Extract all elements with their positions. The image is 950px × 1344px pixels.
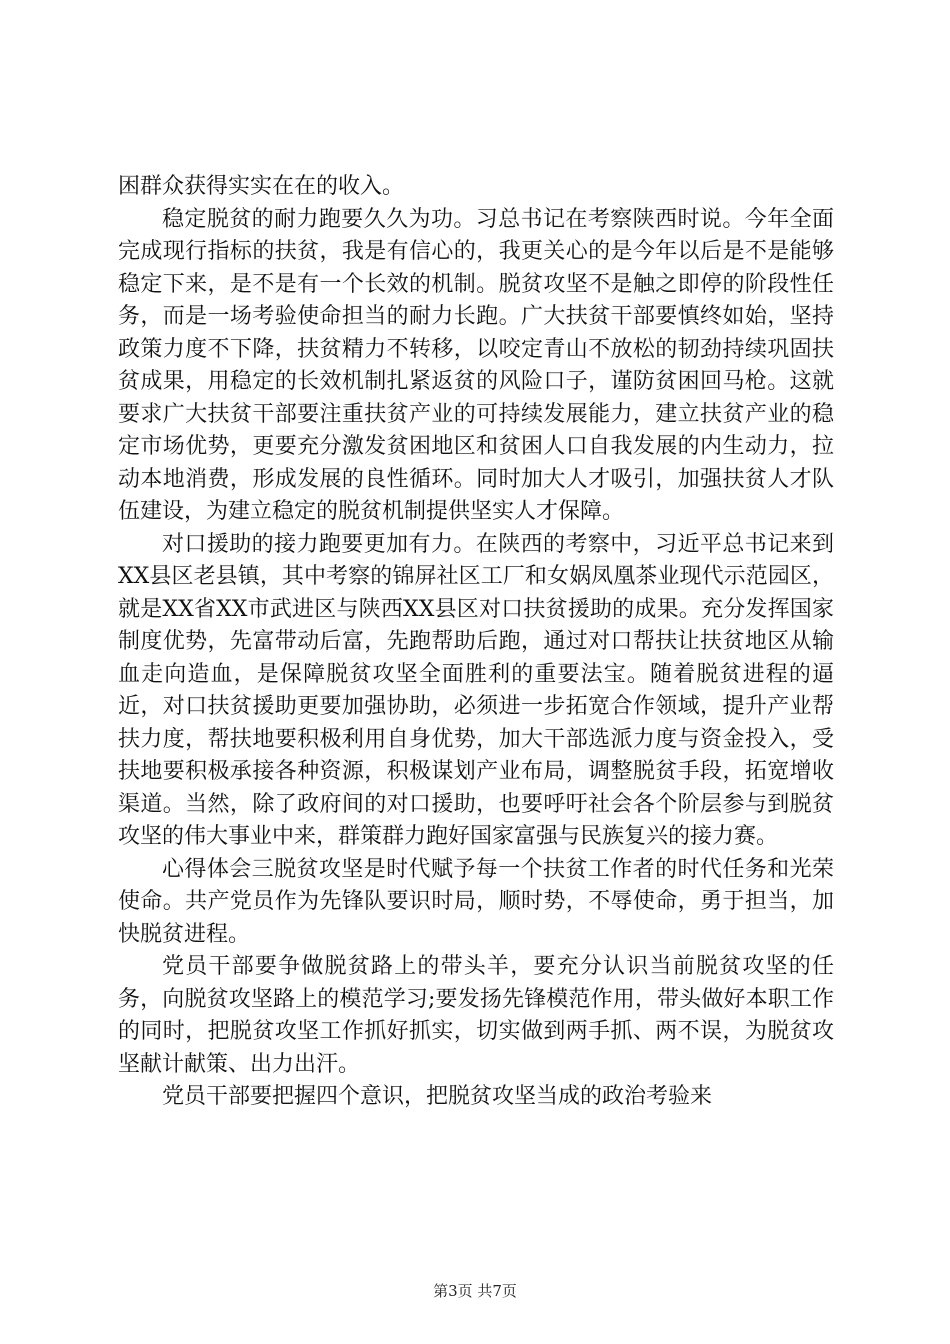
paragraph-paired-assistance: 对口援助的接力跑要更加有力。在陕西的考察中，习近平总书记来到XX县区老县镇，其中考察的锦屏社区工厂和女娲凤凰茶业现代示范园区，就是XX省XX市武进区与陕西XX县区对口扶贫援助的成果。充分发挥国家制度优势，先富带动后富，先跑帮助后跑，通过对口帮扶让扶贫地区从输血走向造血，是保障脱贫攻坚全面胜利的重要法宝。随着脱贫进程的逼近，对口扶贫援助更要加强协助，必须进一步拓宽合作领域，提升产业帮扶力度，帮扶地要积极利用自身优势，加大干部选派力度与资金投入，受扶地要积极承接各种资源，积极谋划产业布局，调整脱贫手段，拓宽增收渠道。当然，除了政府间的对口援助，也要呼吁社会各个阶层参与到脱贫攻坚的伟大事业中来，群策群力跑好国家富强与民族复兴的接力赛。 xyxy=(118,531,834,849)
page-number-footer: 第3页 共7页 xyxy=(433,1282,517,1300)
paragraph-experience-three: 心得体会三脱贫攻坚是时代赋予每一个扶贫工作者的时代任务和光荣使命。共产党员作为先锋队要识时局，顺时势，不辱使命，勇于担当，加快脱贫进程。 xyxy=(118,856,834,947)
paragraph-party-members-lead: 党员干部要争做脱贫路上的带头羊，要充分认识当前脱贫攻坚的任务，向脱贫攻坚路上的模范学习;要发扬先锋模范作用，带头做好本职工作的同时，把脱贫攻坚工作抓好抓实，切实做到两手抓、两不误，为脱贫攻坚献计献策、出力出汗。 xyxy=(118,954,834,1077)
document-body xyxy=(118,171,834,1114)
paragraph-continuation: 困群众获得实实在在的收入。 xyxy=(118,174,405,199)
paragraph-stable-poverty-relief: 稳定脱贫的耐力跑要久久为功。习总书记在考察陕西时说。今年全面完成现行指标的扶贫，我是有信心的，我更关心的是今年以后是不是能够稳定下来，是不是有一个长效的机制。脱贫攻坚不是触之即停的阶段性任务，而是一场考验使命担当的耐力长跑。广大扶贫干部要慎终如始，坚持政策力度不下降，扶贫精力不转移，以咬定青山不放松的韧劲持续巩固扶贫成果，用稳定的长效机制扎紧返贫的风险口子，谨防贫困回马枪。这就要求广大扶贫干部要注重扶贫产业的可持续发展能力，建立扶贫产业的稳定市场优势，更要充分激发贫困地区和贫困人口自我发展的内生动力，拉动本地消费，形成发展的良性循环。同时加大人才吸引，加强扶贫人才队伍建设，为建立稳定的脱贫机制提供坚实人才保障。 xyxy=(118,206,834,524)
paragraph-four-consciousness: 党员干部要把握四个意识，把脱贫攻坚当成的政治考验来 xyxy=(162,1084,713,1109)
